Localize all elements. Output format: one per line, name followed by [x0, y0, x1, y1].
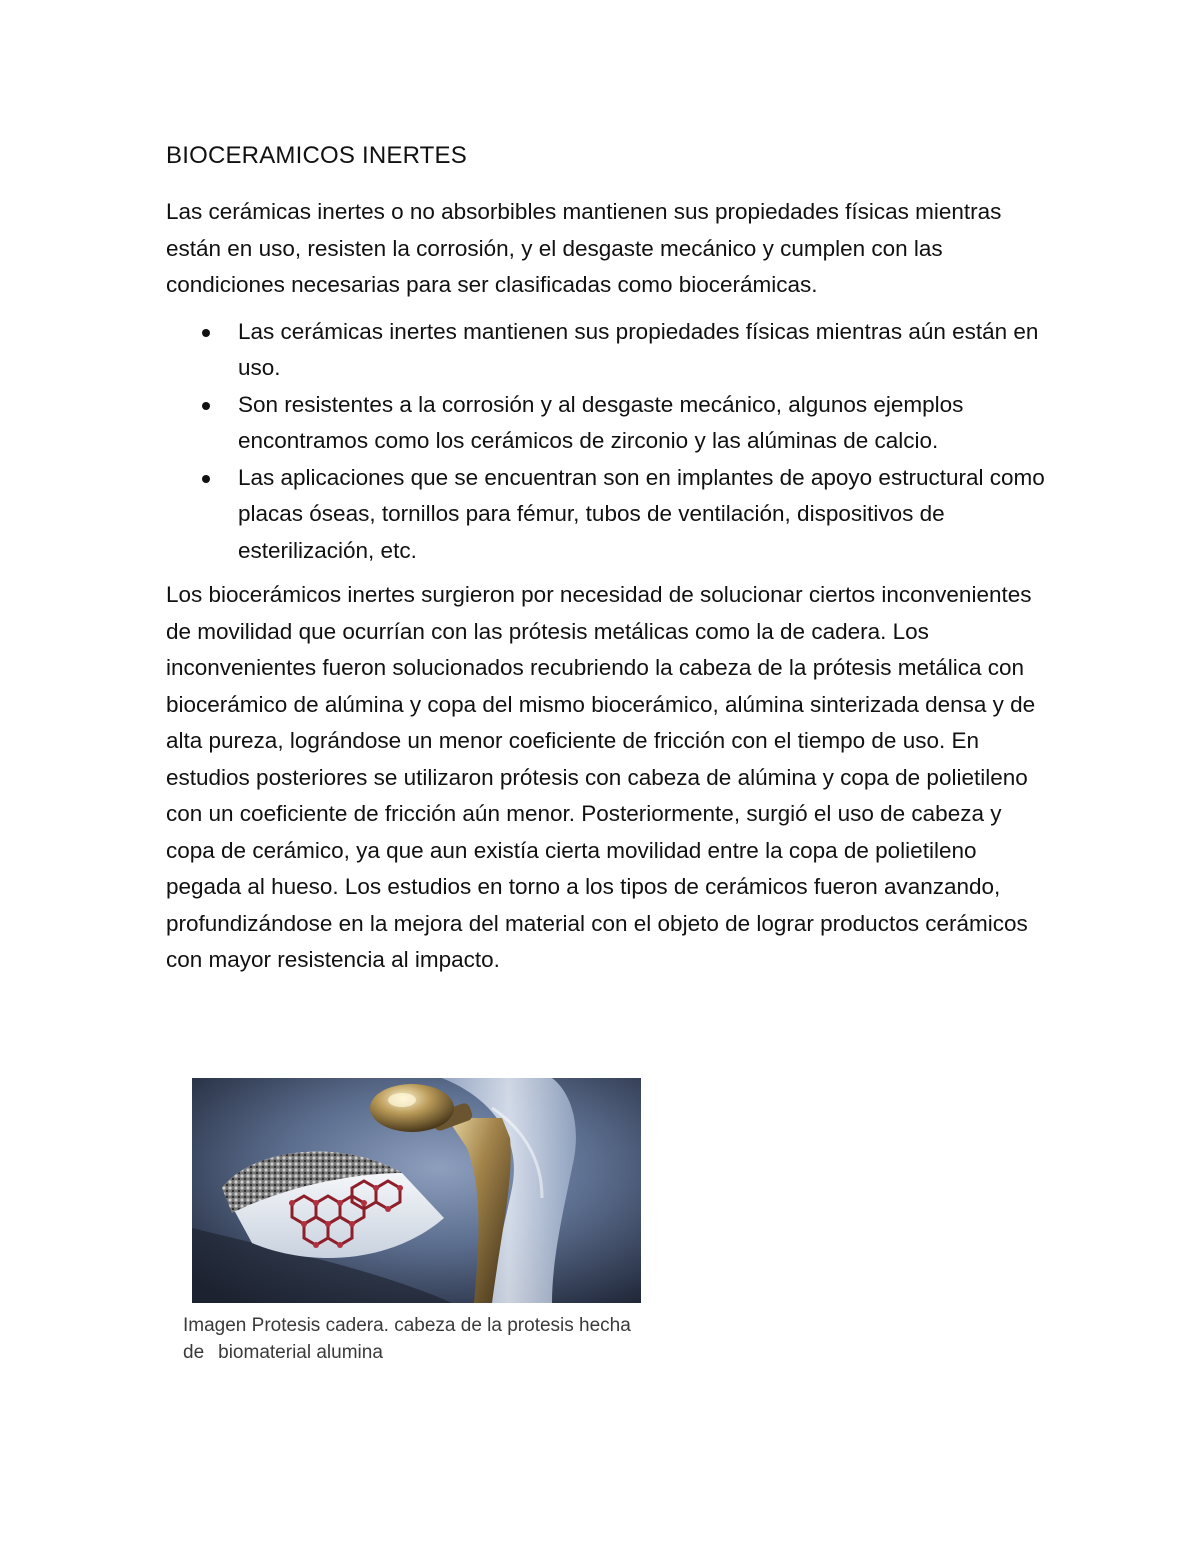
bullet-icon	[202, 475, 210, 483]
list-item-text: Son resistentes a la corrosión y al desgaste mecánico, algunos ejemplos encontramos como los cerámicos de zirconio y las alúminas de calcio.	[238, 391, 964, 453]
bullet-icon	[202, 329, 210, 337]
bullet-list	[166, 314, 1046, 570]
document-title: BIOCERAMICOS INERTES	[166, 142, 467, 169]
bullet-icon	[202, 402, 210, 410]
hip-prosthesis-image	[192, 1078, 641, 1303]
caption-line-1: Imagen Protesis cadera. cabeza de la protesis hecha	[183, 1315, 631, 1336]
list-item-text: Las cerámicas inertes mantienen sus propiedades físicas mientras aún están en uso.	[238, 318, 1039, 380]
figure-caption	[183, 1312, 723, 1366]
intro-paragraph: Las cerámicas inertes o no absorbibles mantienen sus propiedades físicas mientras están en uso, resisten la corrosión, y el desgaste mecánico y cumplen con las condiciones necesarias para ser clasificadas como biocerámicas.	[166, 199, 1002, 297]
document-content	[166, 140, 1046, 979]
hip-prosthesis-illustration	[192, 1078, 641, 1303]
caption-line-2-end: biomaterial alumina	[218, 1342, 383, 1363]
list-item	[166, 314, 1046, 387]
caption-line-2-start: de	[183, 1342, 205, 1363]
list-item	[166, 460, 1046, 570]
caption-line-2	[183, 1339, 723, 1366]
body-paragraph: Los biocerámicos inertes surgieron por necesidad de solucionar ciertos inconvenientes de movilidad que ocurrían con las prótesis metálicas como la de cadera. Los inconvenientes fueron solucionados recubriendo la cabeza de la prótesis metálica con biocerámico de alúmina y copa del mismo biocerámico, alúmina sinterizada densa y de alta pureza, lográndose un menor coeficiente de fricción con el tiempo de uso. En estudios posteriores se utilizaron prótesis con cabeza de alúmina y copa de polietileno con un coeficiente de fricción aún menor. Posteriormente, surgió el uso de cabeza y copa de cerámico, ya que aun existía cierta movilidad entre la copa de polietileno pegada al hueso. Los estudios en torno a los tipos de cerámicos fueron avanzando, profundizándose en la mejora del material con el objeto de lograr productos cerámicos con mayor resistencia al impacto.	[166, 582, 1036, 972]
list-item-text: Las aplicaciones que se encuentran son en implantes de apoyo estructural como placas óseas, tornillos para fémur, tubos de ventilación, dispositivos de esterilización, etc.	[238, 464, 1045, 563]
list-item	[166, 387, 1046, 460]
